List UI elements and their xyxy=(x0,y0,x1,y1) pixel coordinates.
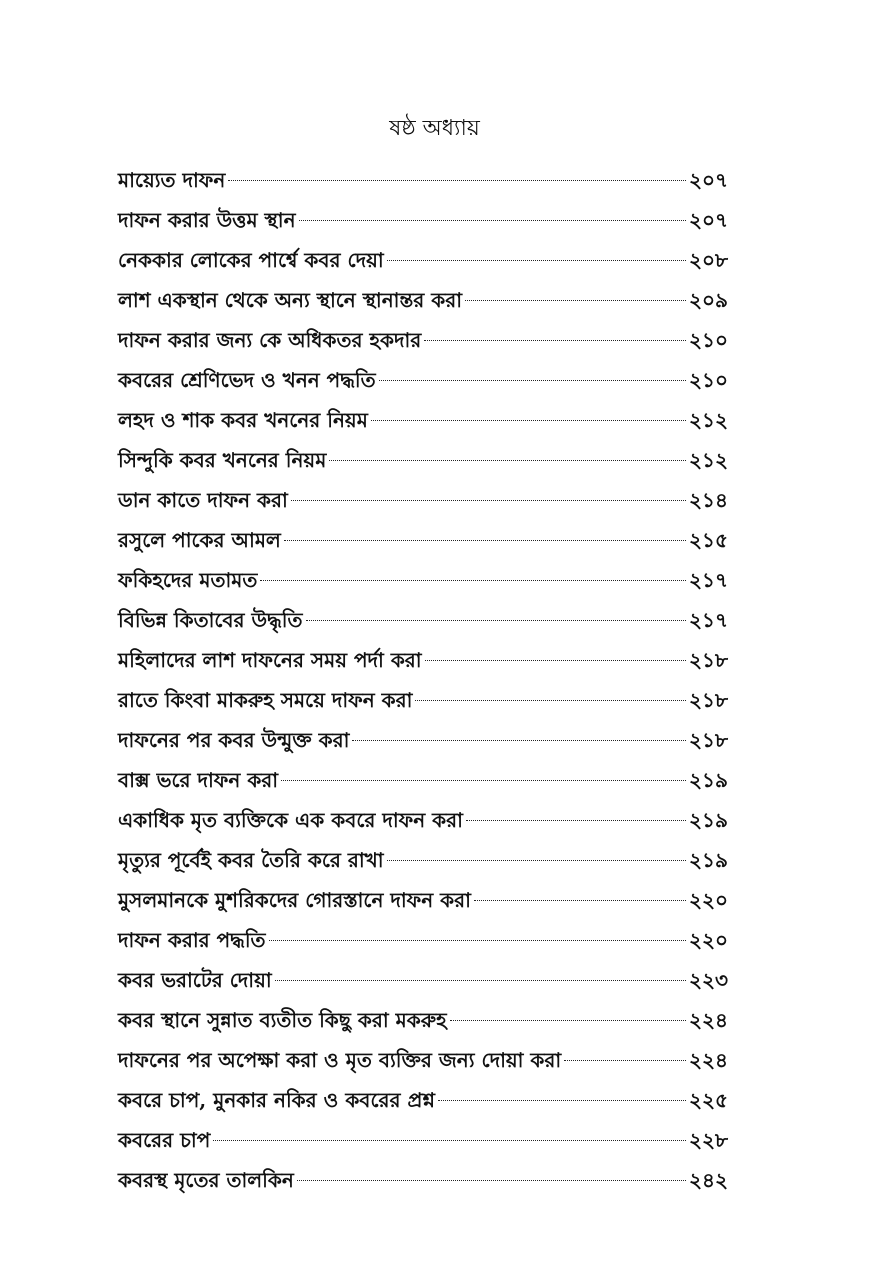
toc-entry xyxy=(118,600,728,640)
dot-leader xyxy=(275,980,686,981)
toc-entry-page-number: ২১৮ xyxy=(689,648,728,672)
dot-leader xyxy=(424,340,686,341)
toc-entry-title: কবরের শ্রেণিভেদ ও খনন পদ্ধতি xyxy=(118,368,376,392)
toc-entry xyxy=(118,920,728,960)
toc-entry-title: দাফন করার জন্য কে অধিকতর হকদার xyxy=(118,328,422,352)
toc-entry-title: রসুলে পাকের আমল xyxy=(118,528,281,552)
dot-leader xyxy=(213,1140,686,1141)
toc-entry-page-number: ২১২ xyxy=(689,408,728,432)
toc-entry xyxy=(118,240,728,280)
toc-entry-page-number: ২০৭ xyxy=(688,168,728,192)
toc-entry xyxy=(118,320,728,360)
toc-entry-page-number: ২১৮ xyxy=(689,688,728,712)
toc-entry-title: মৃত্যুর পূর্বেই কবর তৈরি করে রাখা xyxy=(118,848,384,872)
toc-entry-page-number: ২২৪ xyxy=(689,1008,728,1032)
toc-entry-title: রাতে কিংবা মাকরুহ সময়ে দাফন করা xyxy=(118,688,413,712)
toc-entry xyxy=(118,560,728,600)
dot-leader xyxy=(564,1060,686,1061)
chapter-title: ষষ্ঠ অধ্যায় xyxy=(389,116,480,141)
toc-entry xyxy=(118,760,728,800)
toc-entry-title: বিভিন্ন কিতাবের উদ্ধৃতি xyxy=(118,608,303,632)
toc-entry xyxy=(118,1120,728,1160)
toc-entry-page-number: ২০৮ xyxy=(689,248,728,272)
toc-entry-title: মুসলমানকে মুশরিকদের গোরস্তানে দাফন করা xyxy=(118,888,471,912)
toc-entry-title: দাফনের পর অপেক্ষা করা ও মৃত ব্যক্তির জন্য দোয়া করা xyxy=(118,1048,562,1072)
dot-leader xyxy=(352,740,686,741)
dot-leader xyxy=(260,580,686,581)
dot-leader xyxy=(297,1180,686,1181)
dot-leader xyxy=(438,1100,686,1101)
toc-entry xyxy=(118,640,728,680)
toc-entry xyxy=(118,1160,728,1200)
toc-entry-page-number: ২১৯ xyxy=(689,768,728,792)
toc-entry-title: দাফন করার উত্তম স্থান xyxy=(118,208,296,232)
toc-entry-page-number: ২১২ xyxy=(689,448,728,472)
toc-entry-title: লাশ একস্থান থেকে অন্য স্থানে স্থানান্তর করা xyxy=(118,288,463,312)
dot-leader xyxy=(387,860,686,861)
toc-entry-title: দাফনের পর কবর উন্মুক্ত করা xyxy=(118,728,350,752)
dot-leader xyxy=(371,420,686,421)
toc-entry-title: মায়্যেত দাফন xyxy=(118,168,226,192)
toc-entry-page-number: ২১৫ xyxy=(689,528,728,552)
toc-entry xyxy=(118,720,728,760)
toc-entry-title: একাধিক মৃত ব্যক্তিকে এক কবরে দাফন করা xyxy=(118,808,463,832)
toc-entry-page-number: ২১৯ xyxy=(689,848,728,872)
toc-entry xyxy=(118,1040,728,1080)
toc-entry xyxy=(118,480,728,520)
toc-entry-title: কবর স্থানে সুন্নাত ব্যতীত কিছু করা মকরুহ xyxy=(118,1008,447,1032)
toc-entry-title: কবর ভরাটের দোয়া xyxy=(118,968,272,992)
toc-entry-page-number: ২০৯ xyxy=(689,288,728,312)
toc-entry-page-number: ২২৮ xyxy=(689,1128,728,1152)
dot-leader xyxy=(269,940,686,941)
toc-entry xyxy=(118,200,728,240)
dot-leader xyxy=(474,900,686,901)
toc-entry-title: সিন্দুকি কবর খননের নিয়ম xyxy=(118,448,327,472)
dot-leader xyxy=(379,380,686,381)
toc-entry xyxy=(118,160,728,200)
dot-leader xyxy=(306,620,687,621)
dot-leader xyxy=(465,300,686,301)
toc-entry-title: মহিলাদের লাশ দাফনের সময় পর্দা করা xyxy=(118,648,422,672)
table-of-contents xyxy=(118,160,728,1200)
toc-entry xyxy=(118,400,728,440)
toc-entry-page-number: ২২৩ xyxy=(688,968,728,992)
dot-leader xyxy=(466,820,686,821)
toc-entry xyxy=(118,440,728,480)
dot-leader xyxy=(291,500,686,501)
toc-entry-title: নেককার লোকের পার্শ্বে কবর দেয়া xyxy=(118,248,384,272)
dot-leader xyxy=(450,1020,686,1021)
toc-entry-page-number: ২১৮ xyxy=(689,728,728,752)
toc-entry-title: ফকিহদের মতামত xyxy=(118,568,258,592)
toc-entry-page-number: ২২৫ xyxy=(689,1088,728,1112)
toc-entry-page-number: ২২৪ xyxy=(689,1048,728,1072)
toc-entry xyxy=(118,1080,728,1120)
toc-entry-title: কবরস্থ মৃতের তালকিন xyxy=(118,1168,294,1192)
toc-entry-page-number: ২২০ xyxy=(688,888,728,912)
toc-entry-page-number: ২১৯ xyxy=(689,808,728,832)
toc-entry xyxy=(118,960,728,1000)
toc-entry-page-number: ২০৭ xyxy=(688,208,728,232)
dot-leader xyxy=(281,780,686,781)
toc-entry-page-number: ২১৪ xyxy=(689,488,728,512)
toc-entry xyxy=(118,800,728,840)
toc-entry-title: দাফন করার পদ্ধতি xyxy=(118,928,266,952)
toc-entry xyxy=(118,840,728,880)
toc-entry xyxy=(118,1000,728,1040)
toc-entry xyxy=(118,880,728,920)
toc-entry-title: বাক্স ভরে দাফন করা xyxy=(118,768,279,792)
dot-leader xyxy=(415,700,686,701)
dot-leader xyxy=(228,180,686,181)
toc-entry-title: ডান কাতে দাফন করা xyxy=(118,488,288,512)
dot-leader xyxy=(387,260,686,261)
toc-entry xyxy=(118,280,728,320)
toc-entry-title: কবরের চাপ xyxy=(118,1128,211,1152)
toc-entry-page-number: ২২০ xyxy=(688,928,728,952)
toc-entry-title: লহদ ও শাক কবর খননের নিয়ম xyxy=(118,408,368,432)
dot-leader xyxy=(425,660,686,661)
toc-entry-page-number: ২১০ xyxy=(689,328,728,352)
dot-leader xyxy=(284,540,686,541)
toc-entry xyxy=(118,520,728,560)
toc-entry-page-number: ২১৭ xyxy=(689,608,728,632)
toc-entry-page-number: ২১০ xyxy=(689,368,728,392)
toc-entry-title: কবরে চাপ, মুনকার নকির ও কবরের প্রশ্ন xyxy=(118,1088,435,1112)
toc-entry xyxy=(118,680,728,720)
toc-entry xyxy=(118,360,728,400)
dot-leader xyxy=(299,220,686,221)
toc-entry-page-number: ২৪২ xyxy=(689,1168,728,1192)
dot-leader xyxy=(329,460,686,461)
toc-entry-page-number: ২১৭ xyxy=(689,568,728,592)
